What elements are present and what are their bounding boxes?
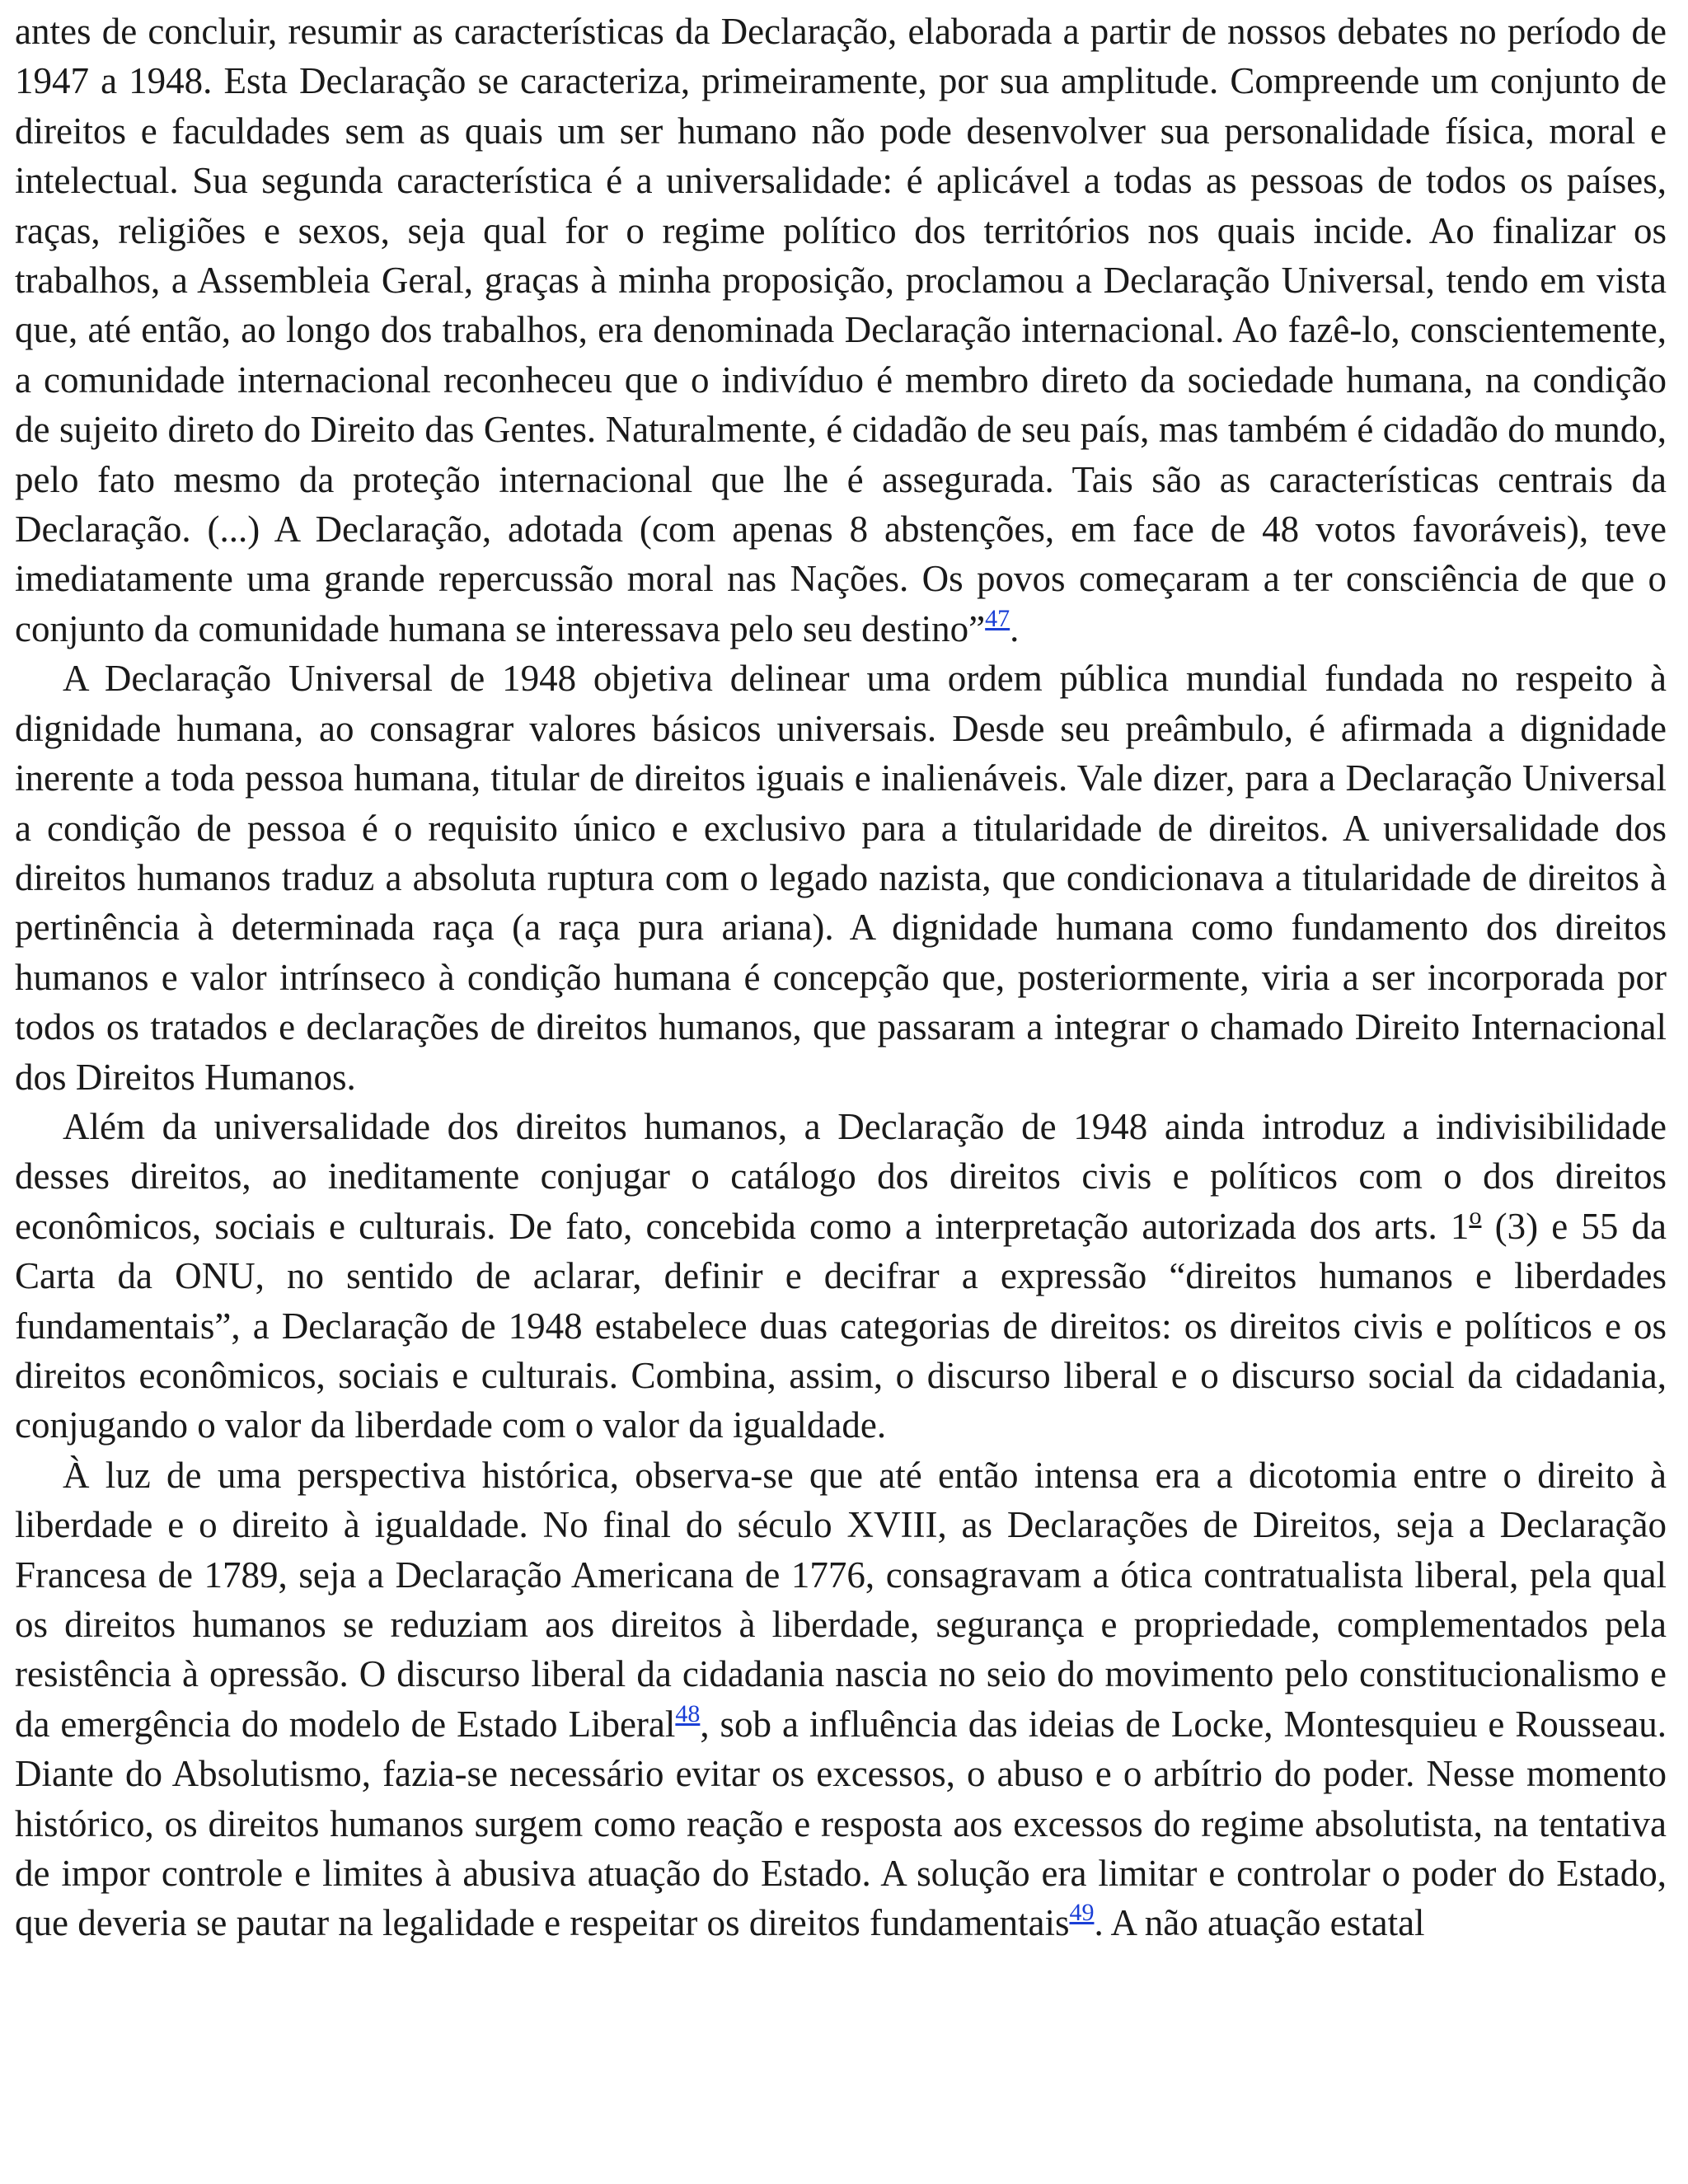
paragraph-text: .	[1010, 607, 1020, 649]
paragraph-3	[15, 1102, 1667, 1451]
paragraph-1	[15, 7, 1667, 654]
paragraph-text: A Declaração Universal de 1948 objetiva delinear uma ordem pública mundial fundada no respeito à dignidade humana, ao consagrar valores básicos universais. Desde seu preâmbulo, é afirmada a dignidade inerente a toda pessoa humana, titular de direitos iguais e inalienáveis. Vale dizer, para a Declaração Universal a condição de pessoa é o requisito único e exclusivo para a titularidade de direitos. A universalidade dos direitos humanos traduz a absoluta ruptura com o legado nazista, que condicionava a titularidade de direitos à pertinência à determinada raça (a raça pura ariana). A dignidade humana como fundamento dos direitos humanos e valor intrínseco à condição humana é concepção que, posteriormente, viria a ser incorporada por todos os tratados e declarações de direitos humanos, que passaram a integrar o chamado Direito Internacional dos Direitos Humanos.	[15, 658, 1667, 1098]
document-page	[15, 7, 1667, 1948]
paragraph-text: , sob a influência das ideias de Locke, Montesquieu e Rousseau. Diante do Absolutismo, fazia-se necessário evitar os excessos, o abuso e o arbítrio do poder. Nesse momento histórico, os direitos humanos surgem como reação e resposta aos excessos do regime absolutista, na tentativa de impor controle e limites à abusiva atuação do Estado. A solução era limitar e controlar o poder do Estado, que deveria se pautar na legalidade e respeitar os direitos fundamentais	[15, 1703, 1667, 1944]
paragraph-text: À luz de uma perspectiva histórica, observa-se que até então intensa era a dicotomia entre o direito à liberdade e o direito à igualdade. No final do século XVIII, as Declarações de Direitos, seja a Declaração Francesa de 1789, seja a Declaração Americana de 1776, consagravam a ótica contratualista liberal, pela qual os direitos humanos se reduziam aos direitos à liberdade, segurança e propriedade, complementados pela resistência à opressão. O discurso liberal da cidadania nascia no seio do movimento pelo constitucionalismo e da emergência do modelo de Estado Liberal	[15, 1454, 1667, 1745]
paragraph-text: antes de concluir, resumir as características da Declaração, elaborada a partir de nossos debates no período de 1947 a 1948. Esta Declaração se caracteriza, primeiramente, por sua amplitude. Compreende um conjunto de direitos e faculdades sem as quais um ser humano não pode desenvolver sua personalidade física, moral e intelectual. Sua segunda característica é a universalidade: é aplicável a todas as pessoas de todos os países, raças, religiões e sexos, seja qual for o regime político dos territórios nos quais incide. Ao finalizar os trabalhos, a Assembleia Geral, graças à minha proposição, proclamou a Declaração Universal, tendo em vista que, até então, ao longo dos trabalhos, era denominada Declaração internacional. Ao fazê-lo, conscientemente, a comunidade internacional reconheceu que o indivíduo é membro direto da sociedade humana, na condição de sujeito direto do Direito das Gentes. Naturalmente, é cidadão de seu país, mas também é cidadão do mundo, pelo fato mesmo da proteção internacional que lhe é assegurada. Tais são as características centrais da Declaração. (...) A Declaração, adotada (com apenas 8 abstenções, em face de 48 votos favoráveis), teve imediatamente uma grande repercussão moral nas Nações. Os povos começaram a ter consciência de que o conjunto da comunidade humana se interessava pelo seu destino”	[15, 11, 1667, 649]
paragraph-text: Além da universalidade dos direitos humanos, a Declaração de 1948 ainda introduz a indivisibilidade desses direitos, ao ineditamente conjugar o catálogo dos direitos civis e políticos com o dos direitos econômicos, sociais e culturais. De fato, concebida como a interpretação autorizada dos arts. 1	[15, 1105, 1667, 1247]
footnote-ref-47[interactable]: 47	[985, 604, 1010, 632]
paragraph-4	[15, 1451, 1667, 1948]
footnote-ref-49[interactable]: 49	[1069, 1899, 1095, 1927]
paragraph-text: (3) e 55 da Carta da ONU, no sentido de aclarar, definir e decifrar a expressão “direitos humanos e liberdades fundamentais”, a Declaração de 1948 estabelece duas categorias de direitos: os direitos civis e políticos e os direitos econômicos, sociais e culturais. Combina, assim, o discurso liberal e o discurso social da cidadania, conjugando o valor da liberdade com o valor da igualdade.	[15, 1205, 1667, 1446]
paragraph-2	[15, 654, 1667, 1102]
paragraph-text: . A não atuação estatal	[1094, 1902, 1425, 1944]
footnote-ref-48[interactable]: 48	[675, 1699, 701, 1727]
ordinal-indicator: o	[1469, 1202, 1482, 1230]
